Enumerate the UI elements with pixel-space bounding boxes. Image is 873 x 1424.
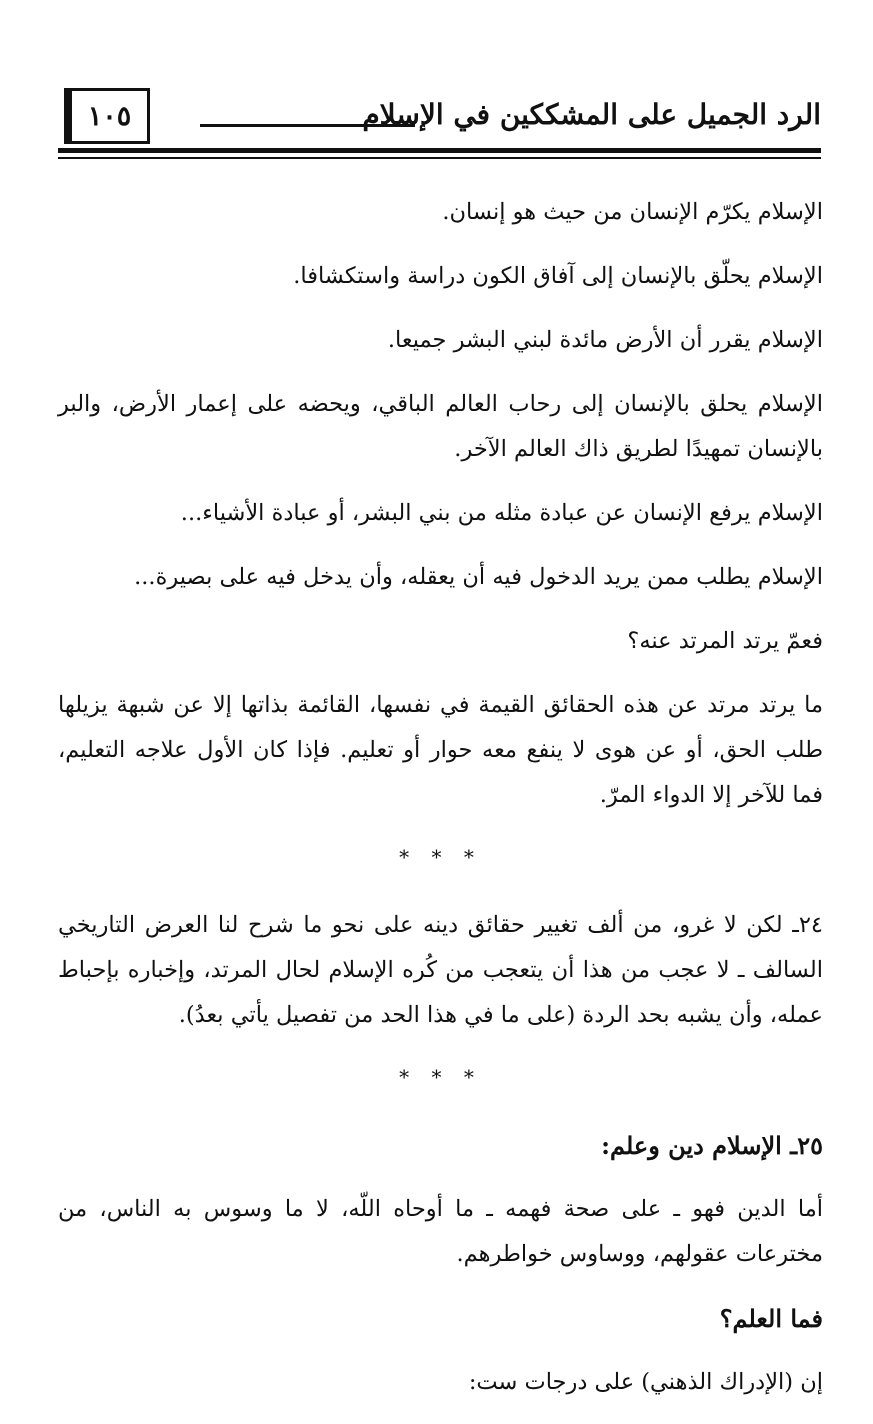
header-rule-thick — [58, 148, 821, 153]
section-separator: * * * — [399, 845, 482, 869]
paragraph: أما الدين فهو ـ على صحة فهمه ـ ما أوحاه اللّه، لا ما وسوس به الناس، من مخترعات عقولهم، ووساوس خواطرهم. — [58, 1196, 823, 1267]
page-body — [58, 190, 823, 1424]
book-title: الرد الجميل على المشككين في الإسلام — [362, 98, 821, 131]
paragraph: الإسلام يقرر أن الأرض مائدة لبني البشر جميعا. — [387, 327, 823, 353]
paragraph: إن (الإدراك الذهني) على درجات ست: — [468, 1369, 823, 1395]
paragraph: الإسلام يرفع الإنسان عن عبادة مثله من بني البشر، أو عبادة الأشياء... — [180, 500, 823, 526]
page-header — [0, 0, 873, 170]
paragraph: الإسلام يحلّق بالإنسان إلى آفاق الكون دراسة واستكشافا. — [293, 263, 823, 289]
section-separator: * * * — [399, 1065, 482, 1089]
numbered-paragraph-24: ٢٤ـ لكن لا غرو، من ألف تغيير حقائق دينه على نحو ما شرح لنا العرض التاريخي السالف ـ لا عجب من هذا أن يتعجب من كُره الإسلام لحال المرتد، وإخباره بإحباط عمله، وأن يشبه بحد الردة (على ما في هذا الحد من تفصيل يأتي بعدُ). — [58, 912, 823, 1028]
question-line: فعمّ يرتد المرتد عنه؟ — [627, 628, 823, 654]
paragraph: الإسلام يكرّم الإنسان من حيث هو إنسان. — [442, 199, 823, 225]
paragraph: الإسلام يطلب ممن يريد الدخول فيه أن يعقله، وأن يدخل فيه على بصيرة... — [134, 564, 823, 590]
paragraph: ما يرتد مرتد عن هذه الحقائق القيمة في نفسها، القائمة بذاتها إلا عن شبهة يزيلها طلب الحق، أو عن هوى لا ينفع معه حوار أو تعليم. فإذا كان الأول علاجه التعليم، فما للآخر إلا الدواء المرّ. — [58, 692, 823, 808]
section-heading-25: ٢٥ـ الإسلام دين وعلم: — [601, 1131, 823, 1160]
header-rule-thin — [58, 157, 821, 159]
page-number: ١٠٥ — [64, 88, 150, 144]
subheading: فما العلم؟ — [719, 1304, 823, 1333]
paragraph: الإسلام يحلق بالإنسان إلى رحاب العالم الباقي، ويحضه على إعمار الأرض، والبر بالإنسان تمهيدًا لطريق ذاك العالم الآخر. — [58, 391, 823, 462]
